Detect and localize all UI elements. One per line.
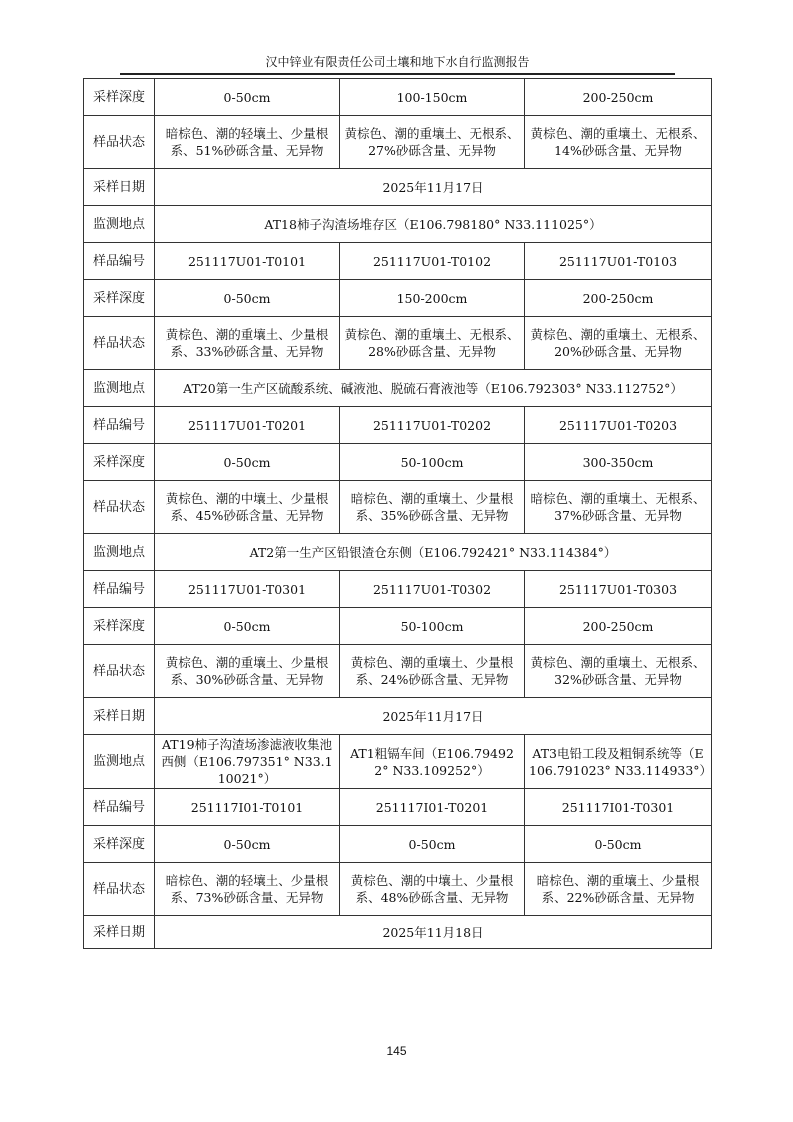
row-label: 监测地点 bbox=[84, 206, 155, 243]
depth-cell: 50-100cm bbox=[340, 444, 525, 481]
location-cell: AT3电铅工段及粗铜系统等（E106.791023° N33.114933°） bbox=[525, 735, 712, 789]
table-row-depth bbox=[84, 826, 712, 863]
table-row-location bbox=[84, 206, 712, 243]
state-cell: 黄棕色、潮的中壤土、少量根系、48%砂砾含量、无异物 bbox=[340, 863, 525, 916]
row-label: 样品编号 bbox=[84, 789, 155, 826]
row-label: 样品编号 bbox=[84, 243, 155, 280]
sample-id-cell: 251117I01-T0201 bbox=[340, 789, 525, 826]
table-row-depth bbox=[84, 608, 712, 645]
table-row-sample-id bbox=[84, 243, 712, 280]
location-cell: AT2第一生产区铅银渣仓东侧（E106.792421° N33.114384°） bbox=[155, 534, 712, 571]
state-cell: 暗棕色、潮的重壤土、少量根系、35%砂砾含量、无异物 bbox=[340, 481, 525, 534]
table-row-sample-id bbox=[84, 789, 712, 826]
sampling-table bbox=[83, 78, 712, 949]
depth-cell: 0-50cm bbox=[155, 444, 340, 481]
depth-cell: 0-50cm bbox=[525, 826, 712, 863]
table-row-depth bbox=[84, 79, 712, 116]
row-label: 采样深度 bbox=[84, 608, 155, 645]
table-row-date bbox=[84, 169, 712, 206]
sample-id-cell: 251117U01-T0201 bbox=[155, 407, 340, 444]
depth-cell: 300-350cm bbox=[525, 444, 712, 481]
row-label: 样品编号 bbox=[84, 407, 155, 444]
table-row-state bbox=[84, 481, 712, 534]
row-label: 采样日期 bbox=[84, 698, 155, 735]
state-cell: 黄棕色、潮的中壤土、少量根系、45%砂砾含量、无异物 bbox=[155, 481, 340, 534]
row-label: 样品状态 bbox=[84, 863, 155, 916]
state-cell: 暗棕色、潮的轻壤土、少量根系、73%砂砾含量、无异物 bbox=[155, 863, 340, 916]
state-cell: 暗棕色、潮的重壤土、无根系、37%砂砾含量、无异物 bbox=[525, 481, 712, 534]
date-cell: 2025年11月17日 bbox=[155, 698, 712, 735]
row-label: 采样深度 bbox=[84, 826, 155, 863]
table-row-location bbox=[84, 370, 712, 407]
row-label: 采样深度 bbox=[84, 79, 155, 116]
sample-id-cell: 251117U01-T0103 bbox=[525, 243, 712, 280]
row-label: 监测地点 bbox=[84, 370, 155, 407]
depth-cell: 200-250cm bbox=[525, 79, 712, 116]
table-row-location bbox=[84, 735, 712, 789]
sample-id-cell: 251117U01-T0301 bbox=[155, 571, 340, 608]
row-label: 样品状态 bbox=[84, 645, 155, 698]
location-cell: AT18柿子沟渣场堆存区（E106.798180° N33.111025°） bbox=[155, 206, 712, 243]
table-row-depth bbox=[84, 444, 712, 481]
state-cell: 黄棕色、潮的重壤土、少量根系、24%砂砾含量、无异物 bbox=[340, 645, 525, 698]
row-label: 采样日期 bbox=[84, 169, 155, 206]
depth-cell: 0-50cm bbox=[340, 826, 525, 863]
sample-id-cell: 251117I01-T0101 bbox=[155, 789, 340, 826]
state-cell: 黄棕色、潮的重壤土、无根系、32%砂砾含量、无异物 bbox=[525, 645, 712, 698]
row-label: 采样深度 bbox=[84, 280, 155, 317]
depth-cell: 50-100cm bbox=[340, 608, 525, 645]
row-label: 样品状态 bbox=[84, 116, 155, 169]
state-cell: 暗棕色、潮的重壤土、少量根系、22%砂砾含量、无异物 bbox=[525, 863, 712, 916]
row-label: 样品编号 bbox=[84, 571, 155, 608]
table-row-sample-id bbox=[84, 407, 712, 444]
header-rule bbox=[120, 73, 675, 75]
row-label: 监测地点 bbox=[84, 735, 155, 789]
depth-cell: 0-50cm bbox=[155, 826, 340, 863]
sample-id-cell: 251117U01-T0101 bbox=[155, 243, 340, 280]
state-cell: 黄棕色、潮的重壤土、无根系、14%砂砾含量、无异物 bbox=[525, 116, 712, 169]
sample-id-cell: 251117U01-T0202 bbox=[340, 407, 525, 444]
table-row-date bbox=[84, 698, 712, 735]
state-cell: 黄棕色、潮的重壤土、无根系、27%砂砾含量、无异物 bbox=[340, 116, 525, 169]
location-cell: AT20第一生产区硫酸系统、碱液池、脱硫石膏液池等（E106.792303° N33.112752°） bbox=[155, 370, 712, 407]
table-row-state bbox=[84, 863, 712, 916]
row-label: 样品状态 bbox=[84, 481, 155, 534]
state-cell: 黄棕色、潮的重壤土、无根系、28%砂砾含量、无异物 bbox=[340, 317, 525, 370]
row-label: 采样深度 bbox=[84, 444, 155, 481]
depth-cell: 0-50cm bbox=[155, 280, 340, 317]
row-label: 监测地点 bbox=[84, 534, 155, 571]
table-row-sample-id bbox=[84, 571, 712, 608]
sample-id-cell: 251117U01-T0303 bbox=[525, 571, 712, 608]
table-row-state bbox=[84, 116, 712, 169]
table-row-location bbox=[84, 534, 712, 571]
state-cell: 黄棕色、潮的重壤土、少量根系、33%砂砾含量、无异物 bbox=[155, 317, 340, 370]
sample-id-cell: 251117U01-T0302 bbox=[340, 571, 525, 608]
depth-cell: 0-50cm bbox=[155, 79, 340, 116]
depth-cell: 150-200cm bbox=[340, 280, 525, 317]
state-cell: 黄棕色、潮的重壤土、无根系、20%砂砾含量、无异物 bbox=[525, 317, 712, 370]
sample-id-cell: 251117U01-T0203 bbox=[525, 407, 712, 444]
table-row-date bbox=[84, 916, 712, 949]
table-row-depth bbox=[84, 280, 712, 317]
page-number: 145 bbox=[386, 1044, 407, 1058]
depth-cell: 200-250cm bbox=[525, 280, 712, 317]
date-cell: 2025年11月17日 bbox=[155, 169, 712, 206]
table-row-state bbox=[84, 317, 712, 370]
state-cell: 黄棕色、潮的重壤土、少量根系、30%砂砾含量、无异物 bbox=[155, 645, 340, 698]
location-cell: AT19柿子沟渣场渗滤液收集池西侧（E106.797351° N33.110021°） bbox=[155, 735, 340, 789]
location-cell: AT1粗镉车间（E106.794922° N33.109252°） bbox=[340, 735, 525, 789]
depth-cell: 200-250cm bbox=[525, 608, 712, 645]
depth-cell: 0-50cm bbox=[155, 608, 340, 645]
page-header-title: 汉中锌业有限责任公司土壤和地下水自行监测报告 bbox=[265, 55, 530, 69]
sample-id-cell: 251117U01-T0102 bbox=[340, 243, 525, 280]
date-cell: 2025年11月18日 bbox=[155, 916, 712, 949]
state-cell: 暗棕色、潮的轻壤土、少量根系、51%砂砾含量、无异物 bbox=[155, 116, 340, 169]
sample-id-cell: 251117I01-T0301 bbox=[525, 789, 712, 826]
row-label: 采样日期 bbox=[84, 916, 155, 949]
table-row-state bbox=[84, 645, 712, 698]
row-label: 样品状态 bbox=[84, 317, 155, 370]
depth-cell: 100-150cm bbox=[340, 79, 525, 116]
